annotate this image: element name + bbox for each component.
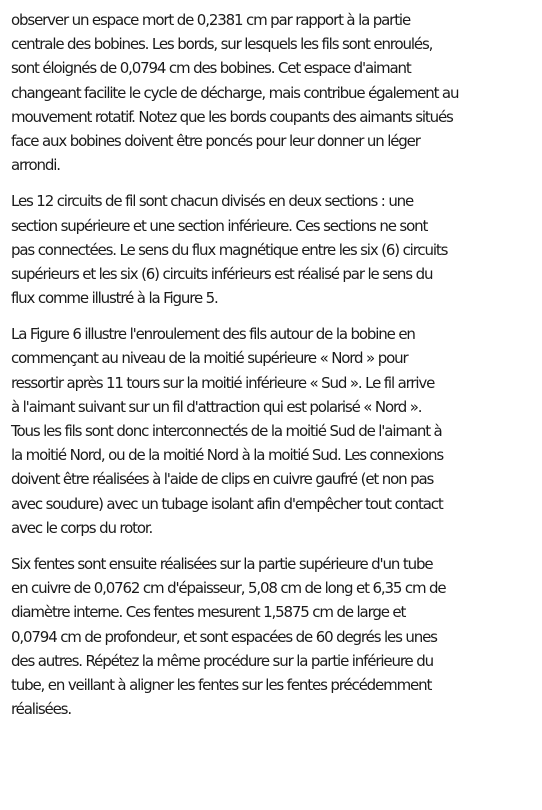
text-line: en cuivre de 0,0762 cm d'épaisseur, 5,08 cm de long et 6,35 cm de	[11, 579, 446, 598]
text-line: section supérieure et une section inférieure. Ces sections ne sont	[11, 216, 428, 235]
paragraph	[11, 8, 536, 177]
text-line: mouvement rotatif. Notez que les bords coupants des aimants situés	[11, 107, 453, 126]
text-line: à l'aimant suivant sur un fil d'attraction qui est polarisé « Nord ».	[11, 397, 422, 416]
paragraph	[11, 552, 536, 721]
text-line: ressortir après 11 tours sur la moitié inférieure « Sud ». Le fil arrive	[11, 373, 435, 392]
text-line: face aux bobines doivent être poncés pour leur donner un léger	[11, 131, 420, 150]
text-line: des autres. Répétez la même procédure sur la partie inférieure du	[11, 651, 433, 670]
text-line: Six fentes sont ensuite réalisées sur la partie supérieure d'un tube	[11, 554, 433, 573]
text-line: Les 12 circuits de fil sont chacun divisés en deux sections : une	[11, 192, 414, 211]
text-line: avec soudure) avec un tubage isolant afin d'empêcher tout contact	[11, 494, 443, 513]
text-line: commençant au niveau de la moitié supérieure « Nord » pour	[11, 349, 408, 368]
text-line: centrale des bobines. Les bords, sur lesquels les fils sont enroulés,	[11, 35, 433, 54]
text-line: avec le corps du rotor.	[11, 518, 153, 537]
text-line: diamètre interne. Ces fentes mesurent 1,5875 cm de large et	[11, 603, 406, 622]
text-line: La Figure 6 illustre l'enroulement des fils autour de la bobine en	[11, 325, 415, 344]
text-line: arrondi.	[11, 156, 60, 175]
text-line: pas connectées. Le sens du flux magnétique entre les six (6) circuits	[11, 240, 448, 259]
text-line: tube, en veillant à aligner les fentes sur les fentes précédemment	[11, 675, 432, 694]
document-body	[11, 8, 536, 733]
text-line: flux comme illustré à la Figure 5.	[11, 289, 218, 308]
text-line: Tous les fils sont donc interconnectés de la moitié Sud de l'aimant à	[11, 422, 442, 440]
text-line: 0,0794 cm de profondeur, et sont espacées de 60 degrés les unes	[11, 627, 437, 646]
paragraph	[11, 322, 536, 540]
text-line: supérieurs et les six (6) circuits inférieurs est réalisé par le sens du	[11, 264, 433, 283]
text-line: changeant facilite le cycle de décharge, mais contribue également au	[11, 83, 459, 102]
text-line: la moitié Nord, ou de la moitié Nord à la moitié Sud. Les connexions	[11, 446, 444, 465]
text-line: sont éloignés de 0,0794 cm des bobines. Cet espace d'aimant	[11, 59, 411, 78]
text-line: observer un espace mort de 0,2381 cm par rapport à la partie	[11, 11, 411, 29]
text-line: doivent être réalisées à l'aide de clips en cuivre gaufré (et non pas	[11, 470, 434, 489]
text-line: réalisées.	[11, 700, 71, 719]
paragraph	[11, 189, 536, 310]
